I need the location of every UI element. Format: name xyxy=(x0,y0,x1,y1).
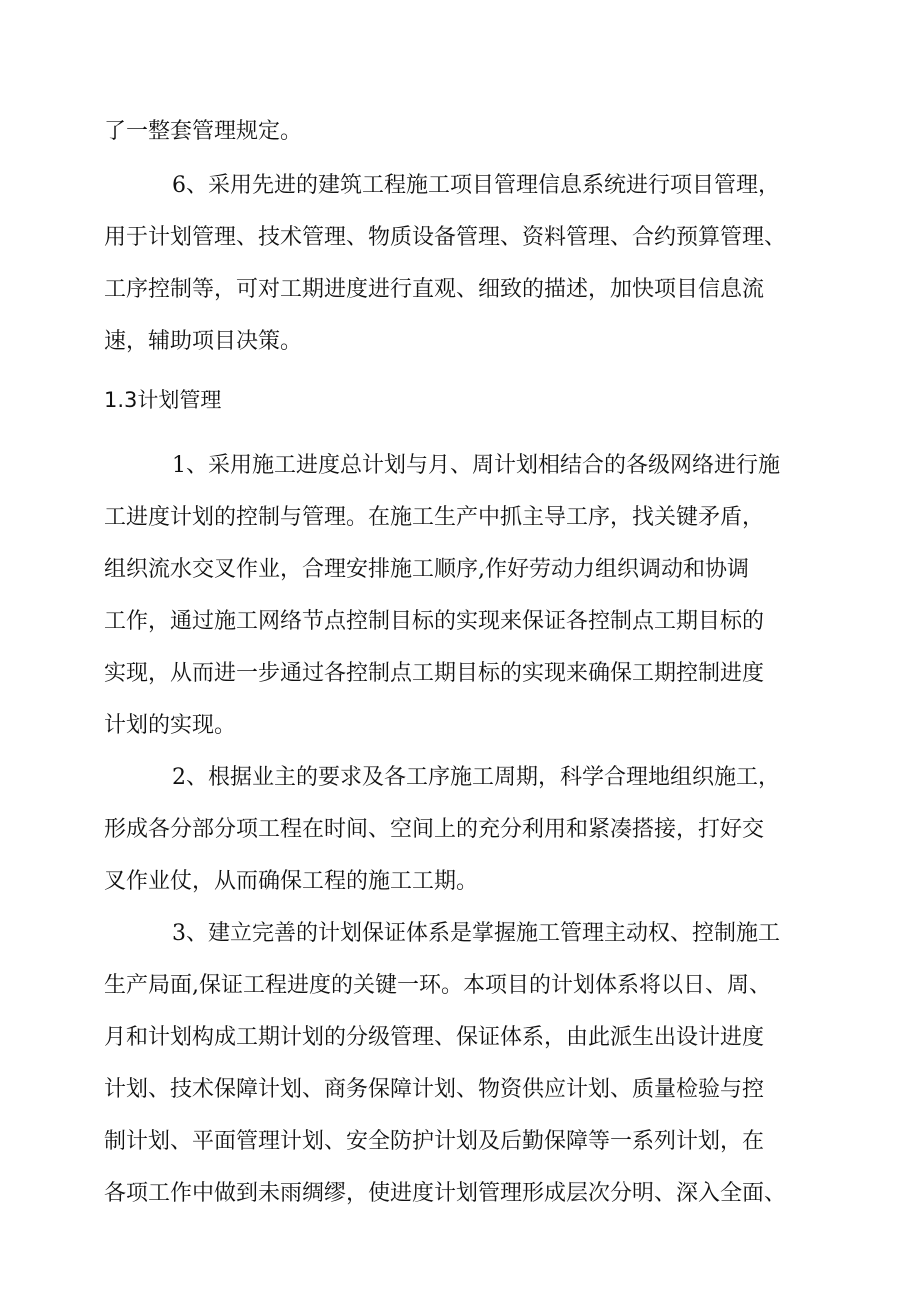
section-heading xyxy=(0,380,920,420)
paragraph-text: 实现，从而进一步通过各控制点工期目标的实现来确保工期控制进度 xyxy=(104,661,765,686)
paragraph-text: 速，辅助项目决策。 xyxy=(104,329,303,354)
paragraph-text: 组织流水交叉作业，合理安排施工顺序,作好劳动力组织调动和协调 xyxy=(104,557,749,582)
paragraph-line xyxy=(0,862,920,902)
paragraph-line xyxy=(0,322,920,362)
paragraph-line xyxy=(0,166,920,206)
paragraph-line xyxy=(0,914,920,954)
paragraph-line xyxy=(0,112,920,152)
paragraph-text: 了一整套管理规定。 xyxy=(104,119,303,144)
paragraph-line xyxy=(0,1070,920,1110)
paragraph-line xyxy=(0,446,920,486)
paragraph-text: 制计划、平面管理计划、安全防护计划及后勤保障等一系列计划，在 xyxy=(104,1129,765,1154)
paragraph-line xyxy=(0,270,920,310)
paragraph-text: 计划、技术保障计划、商务保障计划、物资供应计划、质量检验与控 xyxy=(104,1077,765,1102)
paragraph-line xyxy=(0,498,920,538)
paragraph-text: 6、采用先进的建筑工程施工项目管理信息系统进行项目管理， xyxy=(172,173,780,198)
paragraph-text: 工序控制等，可对工期进度进行直观、细致的描述，加快项目信息流 xyxy=(104,277,765,302)
paragraph-text: 3、建立完善的计划保证体系是掌握施工管理主动权、控制施工 xyxy=(172,921,780,946)
paragraph-line xyxy=(0,758,920,798)
paragraph-text: 月和计划构成工期计划的分级管理、保证体系，由此派生出设计进度 xyxy=(104,1025,765,1050)
paragraph-text: 工作，通过施工网络节点控制目标的实现来保证各控制点工期目标的 xyxy=(104,609,765,634)
paragraph-text: 形成各分部分项工程在时间、空间上的充分利用和紧凑搭接，打好交 xyxy=(104,817,765,842)
paragraph-text: 生产局面,保证工程进度的关键一环。本项目的计划体系将以日、周、 xyxy=(104,973,771,998)
paragraph-line xyxy=(0,966,920,1006)
paragraph-line xyxy=(0,810,920,850)
paragraph-line xyxy=(0,1018,920,1058)
paragraph-line xyxy=(0,706,920,746)
paragraph-text: 用于计划管理、技术管理、物质设备管理、资料管理、合约预算管理、 xyxy=(104,225,787,250)
paragraph-line xyxy=(0,550,920,590)
section-heading-text: 1.3计划管理 xyxy=(104,388,222,412)
paragraph-line xyxy=(0,218,920,258)
paragraph-text: 2、根据业主的要求及各工序施工周期，科学合理地组织施工， xyxy=(172,765,780,790)
paragraph-text: 1、采用施工进度总计划与月、周计划相结合的各级网络进行施 xyxy=(172,453,780,478)
paragraph-line xyxy=(0,1174,920,1214)
paragraph-line xyxy=(0,654,920,694)
paragraph-text: 叉作业仗，从而确保工程的施工工期。 xyxy=(104,869,479,894)
paragraph-line xyxy=(0,602,920,642)
paragraph-text: 各项工作中做到未雨绸缪，使进度计划管理形成层次分明、深入全面、 xyxy=(104,1181,787,1206)
paragraph-text: 工进度计划的控制与管理。在施工生产中抓主导工序，找关键矛盾， xyxy=(104,505,765,530)
paragraph-text: 计划的实现。 xyxy=(104,713,237,738)
paragraph-line xyxy=(0,1122,920,1162)
